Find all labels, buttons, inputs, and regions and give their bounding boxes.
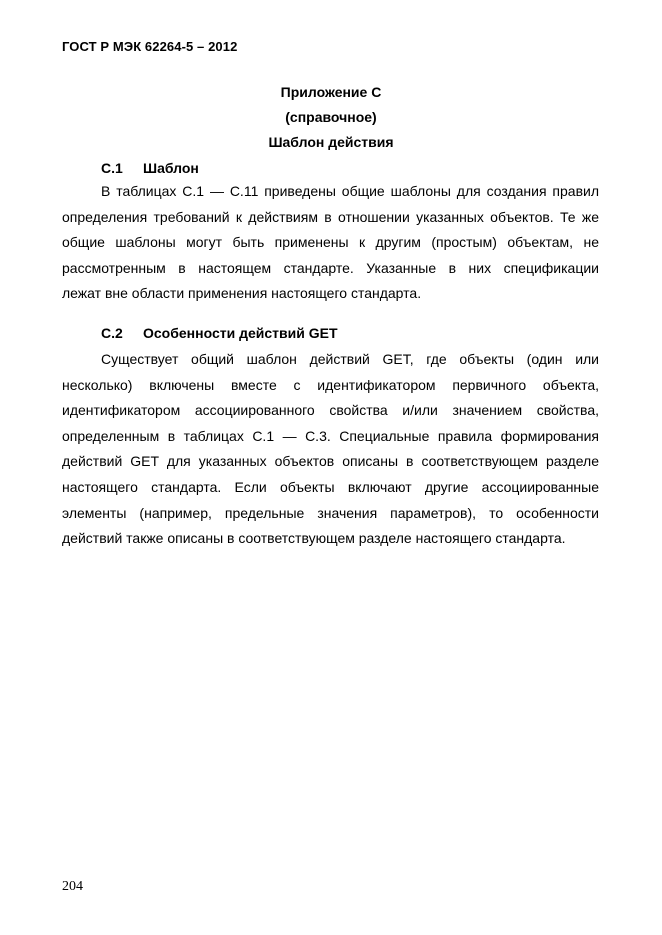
paragraph-line: определения требований к действиям в отношении указанных объектов. Те же (62, 208, 599, 225)
appendix-type: (справочное) (285, 109, 377, 125)
paragraph-line: Существует общий шаблон действий GET, где объекты (один или (101, 351, 599, 367)
paragraph-line: идентификатором ассоциированного свойства и/или значением свойства, (62, 402, 599, 419)
paragraph-line: действий GET для указанных объектов описаны в соответствующем разделе (62, 453, 599, 470)
paragraph-line: рассмотренным в настоящем стандарте. Указанные в них спецификации (62, 259, 599, 276)
paragraph-line: несколько) включены вместе с идентификатором первичного объекта, (62, 376, 599, 393)
paragraph-line: элементы (например, предельные значения параметров), то особенности (62, 504, 599, 521)
paragraph-line: действий также описаны в соответствующем разделе настоящего стандарта. (62, 530, 566, 547)
paragraph-line: общие шаблоны могут быть применены к другим (простым) объектам, не (62, 234, 599, 251)
paragraph-line: В таблицах С.1 — С.11 приведены общие шаблоны для создания правил (101, 183, 599, 199)
section-number: С.2 (101, 325, 123, 341)
page-number: 204 (62, 879, 83, 894)
section-number: С.1 (101, 160, 123, 176)
section-heading-c2 (101, 325, 338, 341)
section-title: Шаблон (143, 160, 199, 176)
section-heading-c1 (101, 160, 199, 176)
paragraph-line: определенным в таблицах С.1 — С.3. Специальные правила формирования (62, 427, 599, 444)
appendix-name: Шаблон действия (268, 134, 394, 150)
document-code: ГОСТ Р МЭК 62264-5 – 2012 (62, 39, 238, 54)
paragraph-line: лежат вне области применения настоящего стандарта. (62, 285, 422, 302)
section-title: Особенности действий GET (143, 325, 338, 341)
appendix-title: Приложение С (280, 84, 382, 100)
section-c2-paragraph (62, 347, 599, 552)
paragraph-line: настоящего стандарта. Если объекты включают другие ассоциированные (62, 478, 599, 495)
section-c1-paragraph (62, 179, 599, 307)
